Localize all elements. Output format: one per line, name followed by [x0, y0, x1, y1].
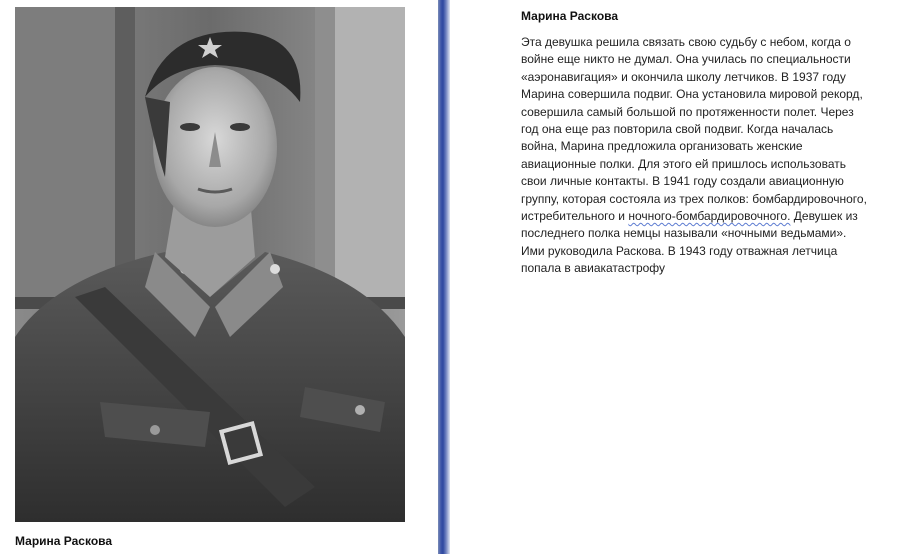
spellcheck-underlined-word[interactable]: ночного-бомбардировочного. — [628, 209, 791, 224]
left-slide-pane — [0, 0, 438, 554]
body-line: войне еще никто не думал. Она училась по специальности — [521, 52, 851, 67]
body-line-start: истребительного и — [521, 209, 629, 224]
photo-caption: Марина Раскова — [15, 534, 113, 548]
body-line-with-spellcheck — [521, 208, 921, 225]
body-line: попала в авиакатастрофу — [521, 261, 666, 276]
body-line: последнего полка немцы называли «ночными ведьмами». — [521, 226, 847, 241]
body-line: группу, которая состояла из трех полков: бомбардировочного, — [521, 191, 867, 206]
body-line: свои личные контакты. В 1941 году создали авиационную — [521, 174, 844, 189]
body-line-end: Девушек из — [790, 209, 858, 224]
body-line: Эта девушка решила связать свою судьбу с небом, когда о — [521, 35, 851, 49]
body-line: «аэронавигация» и окончила школу летчиков. В 1937 году — [521, 69, 846, 84]
article-body — [521, 34, 921, 278]
body-line: война, Марина предложила организовать женские — [521, 139, 803, 154]
body-line: авиационные полки. Для этого ей пришлось использовать — [521, 156, 846, 171]
body-line: год она еще раз повторила свой подвиг. Когда началась — [521, 122, 834, 137]
body-line: совершила самый большой по протяженности полет. Через — [521, 104, 854, 119]
pane-divider[interactable] — [438, 0, 450, 554]
article-title: Марина Раскова — [521, 9, 619, 23]
right-slide-pane — [450, 0, 922, 554]
body-line: Марина совершила подвиг. Она установила мировой рекорд, — [521, 87, 863, 102]
portrait-photo — [15, 7, 405, 522]
body-line: Ими руководила Раскова. В 1943 году отважная летчица — [521, 243, 838, 258]
